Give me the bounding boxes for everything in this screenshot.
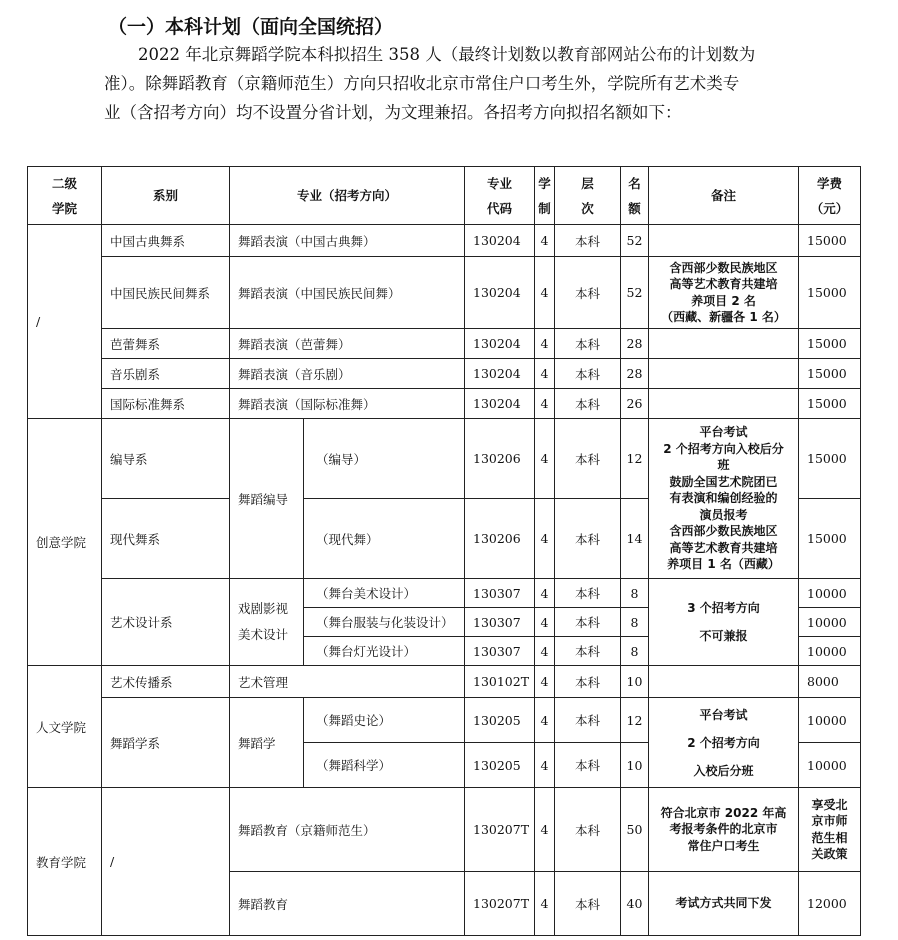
header-level: 层 次 — [555, 167, 621, 225]
quota-cell: 10 — [621, 666, 649, 698]
code-cell: 130204 — [465, 225, 535, 257]
table-row — [28, 225, 861, 257]
fee-cell: 10000 — [799, 698, 861, 743]
intro-line-1: 2022 年北京舞蹈学院本科拟招生 358 人（最终计划数以教育部网站公布的计划数为 — [138, 45, 756, 64]
table-row — [28, 359, 861, 389]
code-cell: 130204 — [465, 329, 535, 359]
quota-cell: 40 — [621, 872, 649, 936]
major-cell: 舞蹈表演（中国古典舞） — [230, 225, 465, 257]
remark-cell: 考试方式共同下发 — [649, 872, 799, 936]
fee-cell: 10000 — [799, 579, 861, 608]
major-cell: 舞蹈教育 — [230, 872, 465, 936]
quota-cell: 28 — [621, 329, 649, 359]
code-cell: 130205 — [465, 698, 535, 743]
code-cell: 130204 — [465, 389, 535, 419]
level-cell: 本科 — [555, 872, 621, 936]
direction-cell: （舞台服装与化装设计） — [304, 608, 465, 637]
quota-cell: 8 — [621, 579, 649, 608]
dept-cell: 编导系 — [102, 419, 230, 499]
quota-cell: 52 — [621, 257, 649, 329]
direction-cell: （舞台灯光设计） — [304, 637, 465, 666]
direction-cell: （舞蹈科学） — [304, 743, 465, 788]
table-row — [28, 419, 861, 499]
remark-cell: 3 个招考方向 不可兼报 — [649, 579, 799, 666]
level-cell: 本科 — [555, 788, 621, 872]
years-cell: 4 — [535, 666, 555, 698]
header-remark: 备注 — [649, 167, 799, 225]
remark-cell: 符合北京市 2022 年高 考报考条件的北京市 常住户口考生 — [649, 788, 799, 872]
level-cell: 本科 — [555, 698, 621, 743]
major-cell: 舞蹈学 — [230, 698, 304, 788]
quota-cell: 12 — [621, 698, 649, 743]
header-quota: 名 额 — [621, 167, 649, 225]
dept-cell: 艺术设计系 — [102, 579, 230, 666]
code-cell: 130206 — [465, 499, 535, 579]
remark-cell: 平台考试 2 个招考方向 入校后分班 — [649, 698, 799, 788]
direction-cell: （舞台美术设计） — [304, 579, 465, 608]
fee-cell: 15000 — [799, 225, 861, 257]
level-cell: 本科 — [555, 608, 621, 637]
code-cell: 130205 — [465, 743, 535, 788]
dept-cell: 中国古典舞系 — [102, 225, 230, 257]
years-cell: 4 — [535, 389, 555, 419]
years-cell: 4 — [535, 608, 555, 637]
dept-cell: 舞蹈学系 — [102, 698, 230, 788]
intro-line-3: 业（含招考方向）均不设置分省计划，为文理兼招。各招考方向拟招名额如下： — [104, 103, 682, 122]
intro-line-2: 准）。除舞蹈教育（京籍师范生）方向只招收北京市常住户口考生外，学院所有艺术类专 — [104, 74, 740, 93]
major-cell: 舞蹈表演（芭蕾舞） — [230, 329, 465, 359]
dept-cell: 音乐剧系 — [102, 359, 230, 389]
remark-cell — [649, 225, 799, 257]
level-cell: 本科 — [555, 257, 621, 329]
remark-cell — [649, 359, 799, 389]
fee-cell: 8000 — [799, 666, 861, 698]
major-cell: 舞蹈表演（音乐剧） — [230, 359, 465, 389]
code-cell: 130204 — [465, 359, 535, 389]
header-major: 专业（招考方向） — [230, 167, 465, 225]
fee-cell: 15000 — [799, 329, 861, 359]
table-row — [28, 389, 861, 419]
years-cell: 4 — [535, 359, 555, 389]
quota-cell: 12 — [621, 419, 649, 499]
dept-cell: / — [102, 788, 230, 936]
code-cell: 130307 — [465, 608, 535, 637]
remark-cell: 含西部少数民族地区 高等艺术教育共建培 养项目 2 名 （西藏、新疆各 1 名） — [649, 257, 799, 329]
dept-cell: 现代舞系 — [102, 499, 230, 579]
section-heading: （一）本科计划（面向全国统招） — [108, 16, 394, 38]
quota-cell: 52 — [621, 225, 649, 257]
years-cell: 4 — [535, 788, 555, 872]
code-cell: 130307 — [465, 637, 535, 666]
direction-cell: （现代舞） — [304, 499, 465, 579]
dept-cell: 芭蕾舞系 — [102, 329, 230, 359]
table-row — [28, 788, 861, 872]
major-line-1: 戏剧影视 — [238, 601, 289, 616]
header-fee: 学费 （元） — [799, 167, 861, 225]
years-cell: 4 — [535, 743, 555, 788]
code-cell: 130102T — [465, 666, 535, 698]
level-cell: 本科 — [555, 389, 621, 419]
years-cell: 4 — [535, 257, 555, 329]
dept-cell: 艺术传播系 — [102, 666, 230, 698]
table-header-row — [28, 167, 861, 225]
quota-cell: 14 — [621, 499, 649, 579]
dept-cell: 国际标准舞系 — [102, 389, 230, 419]
intro-paragraph — [104, 40, 794, 127]
direction-cell: （舞蹈史论） — [304, 698, 465, 743]
remark-cell — [649, 329, 799, 359]
college-cell: 创意学院 — [28, 419, 102, 666]
years-cell: 4 — [535, 499, 555, 579]
quota-cell: 26 — [621, 389, 649, 419]
remark-cell — [649, 389, 799, 419]
years-cell: 4 — [535, 637, 555, 666]
fee-cell: 享受北 京市师 范生相 关政策 — [799, 788, 861, 872]
fee-cell: 15000 — [799, 419, 861, 499]
header-college: 二级 学院 — [28, 167, 102, 225]
years-cell: 4 — [535, 329, 555, 359]
years-cell: 4 — [535, 419, 555, 499]
years-cell: 4 — [535, 872, 555, 936]
quota-cell: 8 — [621, 608, 649, 637]
quota-cell: 10 — [621, 743, 649, 788]
level-cell: 本科 — [555, 743, 621, 788]
college-cell: 教育学院 — [28, 788, 102, 936]
table-row — [28, 329, 861, 359]
quota-cell: 8 — [621, 637, 649, 666]
years-cell: 4 — [535, 698, 555, 743]
level-cell: 本科 — [555, 637, 621, 666]
code-cell: 130207T — [465, 788, 535, 872]
fee-cell: 15000 — [799, 389, 861, 419]
level-cell: 本科 — [555, 579, 621, 608]
major-cell — [230, 579, 304, 666]
quota-cell: 28 — [621, 359, 649, 389]
fee-cell: 12000 — [799, 872, 861, 936]
remark-cell — [649, 666, 799, 698]
header-dept: 系别 — [102, 167, 230, 225]
level-cell: 本科 — [555, 225, 621, 257]
college-cell: 人文学院 — [28, 666, 102, 788]
level-cell: 本科 — [555, 329, 621, 359]
major-cell: 舞蹈表演（中国民族民间舞） — [230, 257, 465, 329]
table-row — [28, 698, 861, 743]
code-cell: 130204 — [465, 257, 535, 329]
level-cell: 本科 — [555, 359, 621, 389]
header-years: 学 制 — [535, 167, 555, 225]
enrollment-plan-table — [27, 166, 861, 936]
major-cell: 艺术管理 — [230, 666, 465, 698]
years-cell: 4 — [535, 579, 555, 608]
table-row — [28, 257, 861, 329]
dept-cell: 中国民族民间舞系 — [102, 257, 230, 329]
header-code: 专业 代码 — [465, 167, 535, 225]
major-line-2: 美术设计 — [238, 627, 289, 642]
quota-cell: 50 — [621, 788, 649, 872]
level-cell: 本科 — [555, 666, 621, 698]
code-cell: 130206 — [465, 419, 535, 499]
direction-cell: （编导） — [304, 419, 465, 499]
major-cell: 舞蹈表演（国际标准舞） — [230, 389, 465, 419]
fee-cell: 10000 — [799, 637, 861, 666]
code-cell: 130207T — [465, 872, 535, 936]
level-cell: 本科 — [555, 419, 621, 499]
remark-cell: 平台考试 2 个招考方向入校后分 班 鼓励全国艺术院团已 有表演和编创经验的 演员报考 含西部少数民族地区 高等艺术教育共建培 养项目 1 名（西藏） — [649, 419, 799, 579]
fee-cell: 15000 — [799, 499, 861, 579]
years-cell: 4 — [535, 225, 555, 257]
code-cell: 130307 — [465, 579, 535, 608]
major-cell: 舞蹈编导 — [230, 419, 304, 579]
level-cell: 本科 — [555, 499, 621, 579]
fee-cell: 15000 — [799, 257, 861, 329]
fee-cell: 10000 — [799, 608, 861, 637]
fee-cell: 10000 — [799, 743, 861, 788]
major-cell: 舞蹈教育（京籍师范生） — [230, 788, 465, 872]
college-cell: / — [28, 225, 102, 419]
fee-cell: 15000 — [799, 359, 861, 389]
table-row — [28, 666, 861, 698]
table-row — [28, 579, 861, 608]
